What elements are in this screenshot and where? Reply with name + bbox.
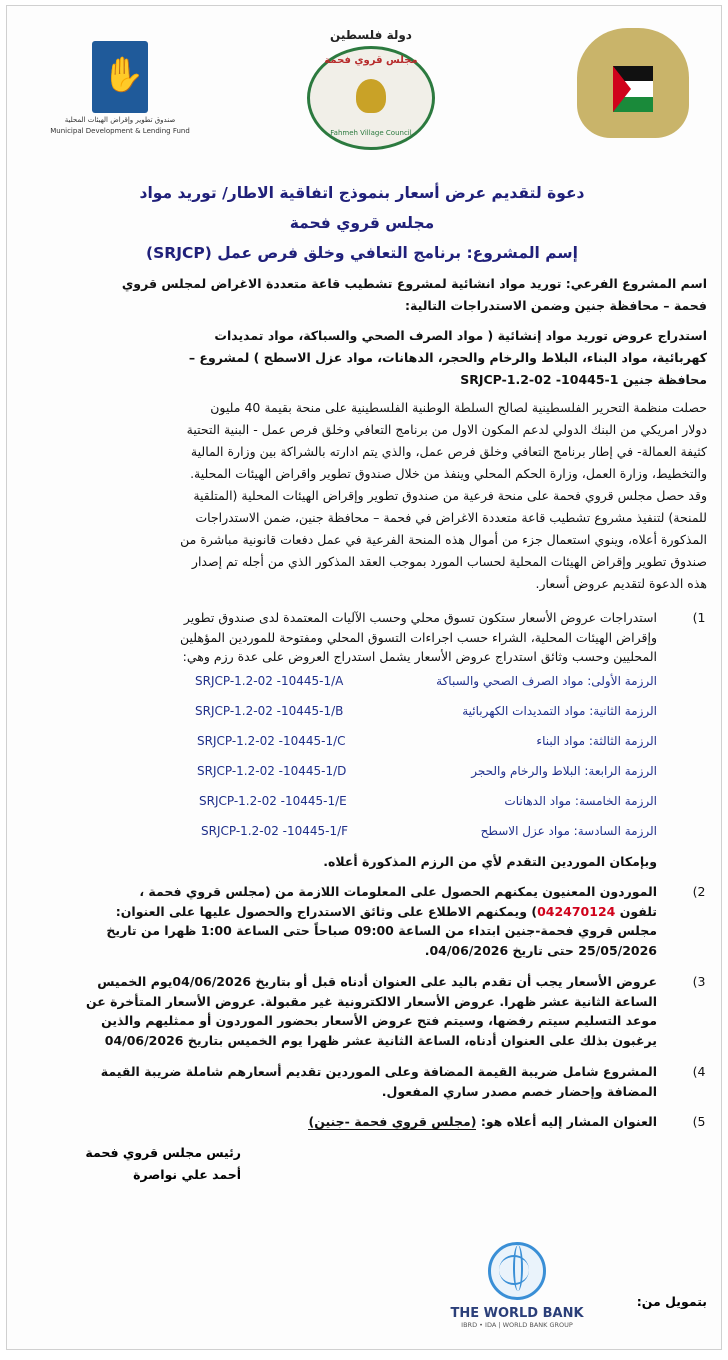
announcement-page	[6, 5, 722, 1350]
clause-number: 3)	[692, 974, 706, 989]
header-logos	[7, 6, 723, 156]
intro-line: حصلت منظمة التحرير الفلسطينية لصالح السلطة الوطنية الفلسطينية على منحة بقيمة 40 مليون	[210, 400, 707, 415]
intro-line: والتخطيط، وزارة العمل، وزارة الحكم المحلي وينفذ من خلال صندوق تطوير واقراض الهيئات المحلية.	[190, 466, 707, 481]
signature-block	[21, 1142, 241, 1186]
project-name: إسم المشروع: برنامج التعافي وخلق فرص عمل (SRJCP)	[146, 244, 578, 262]
bundle-name: الرزمة الأولى: مواد الصرف الصحي والسباكة	[436, 674, 657, 688]
bundle-name: الرزمة السادسة: مواد عزل الاسطح	[480, 824, 657, 838]
subproject-line-4: كهربائية، مواد البناء، البلاط والرخام والحجر، الدهانات، مواد عزل الاسطح ) لمشروع –	[188, 350, 707, 365]
title-line-1: دعوة لتقديم عرض أسعار بنموذج اتفاقية الاطار/ توريد مواد	[139, 184, 585, 202]
intro-line: وقد حصل مجلس قروي فحمة على منحة فرعية من صندوق تطوير وإقراض الهيئات المحلية (المتلقية	[193, 488, 707, 503]
world-bank-logo	[447, 1236, 587, 1346]
bundle-code: SRJCP-1.2-02 -10445-1/A	[195, 674, 344, 688]
world-bank-subtitle: IBRD • IDA | WORLD BANK GROUP	[461, 1321, 573, 1329]
clause-line: وإقراض الهيئات المحلية، الشراء حسب اجراءات التسوق المحلي ومفتوحة للموردين المؤهلين	[179, 629, 657, 645]
intro-line: للمنحة) لتنفيذ مشروع تشطيب قاعة متعددة الاغراض في فحمة – محافظة جنين، ضمن الاستدراجات	[195, 510, 707, 525]
seal-bottom-text: Fahmeh Village Council	[330, 129, 412, 137]
clause-line: عروض الأسعار يجب أن تقدم باليد على العنوان أدناه قبل أو بتاريخ 04/06/2026يوم الخميس	[97, 974, 657, 989]
globe-icon	[488, 1242, 546, 1300]
intro-line: صندوق تطوير وإقراض الهيئات المحلية لحساب المورد بموجب العقد المذكور الذي من أجله تم إصدار	[191, 554, 707, 569]
clause-2	[15, 882, 707, 960]
mdlf-caption-en: Municipal Development & Lending Fund	[50, 127, 190, 135]
bundle-name: الرزمة الثانية: مواد التمديدات الكهربائية	[462, 704, 657, 718]
clause-number: 1)	[692, 610, 706, 625]
subproject-line-1: اسم المشروع الفرعي: توريد مواد انشائية لمشروع تشطيب قاعة متعددة الاغراض لمجلس قروي	[121, 276, 707, 291]
intro-line: دولار امريكي من البنك الدولي لدعم المكون الاول من برنامج التعافي وخلق فرص عمل - البنية التحتية	[186, 422, 707, 437]
phone-label: تلفون	[615, 903, 657, 919]
bundle-code: SRJCP-1.2-02 -10445-1/E	[199, 794, 347, 808]
clause-line: الموردون المعنيون يمكنهم الحصول على المعلومات اللازمة من (مجلس قروي فحمة ،	[139, 884, 657, 899]
subproject-line-5: محافظة جنين SRJCP-1.2-02 -10445-1	[460, 372, 707, 387]
bundle-code: SRJCP-1.2-02 -10445-1/D	[197, 764, 347, 778]
clause-line: 25/05/2026 حتى تاريخ 04/06/2026.	[424, 942, 657, 958]
seal-top-text: مجلس قروي فحمة	[324, 55, 418, 66]
intro-line: كثيفة العمالة- في إطار برنامج التعافي وخلق فرص عمل، والذي يتم ادارته بالشراكة بين وزارة المالية	[190, 444, 707, 459]
bundle-code: SRJCP-1.2-02 -10445-1/B	[195, 704, 344, 718]
clause-number: 4)	[692, 1064, 706, 1079]
bundle-code: SRJCP-1.2-02 -10445-1/F	[201, 824, 349, 838]
phone-number: 042470124	[537, 903, 616, 919]
clause-line: استدراجات عروض الأسعار ستكون تسوق محلي وحسب الآليات المعتمدة لدى صندوق تطوير	[183, 610, 657, 625]
clause-line: المحليين وحسب وثائق استدراج عروض الأسعار يشمل استدراج العروض على عدة رزم وهي:	[182, 649, 657, 664]
world-bank-name: THE WORLD BANK	[450, 1306, 584, 1321]
suppliers-note: وبإمكان الموردين التقدم لأي من الرزم المذكورة أعلاه.	[323, 854, 657, 869]
signature-title: رئيس مجلس قروي فحمة	[85, 1145, 241, 1160]
clause-line	[15, 1112, 657, 1132]
village-council-logo	[305, 28, 437, 150]
clause-text: ) ويمكنهم الاطلاع على وثائق الاستدراج والحصول عليها على العنوان:	[115, 903, 538, 919]
bundle-name: الرزمة الثالثة: مواد البناء	[536, 734, 657, 748]
title-line-2: مجلس قروي فحمة	[289, 214, 435, 232]
clause-line: المشروع شامل ضريبة القيمة المضافة وعلى الموردين تقديم أسعارهم شاملة ضريبة القيمة	[100, 1064, 657, 1079]
clause-number: 2)	[692, 884, 706, 899]
address-value: (مجلس قروي فحمة -جنين)	[308, 1114, 477, 1129]
clause-3	[15, 972, 707, 1050]
council-seal-icon	[307, 46, 435, 150]
bundle-name: الرزمة الخامسة: مواد الدهانات	[504, 794, 657, 808]
clause-1	[15, 608, 707, 667]
subproject-line-2: فحمة – محافظة جنين وضمن الاستدراجات التالية:	[405, 298, 707, 313]
bundle-code: SRJCP-1.2-02 -10445-1/C	[197, 734, 346, 748]
funding-label: بتمويل من:	[636, 1294, 707, 1309]
clause-line	[15, 902, 657, 922]
mdlf-logo-mark-icon: ✋	[92, 41, 148, 113]
clause-line: مجلس قروي فحمة-جنين ابتداء من الساعة 09:00 صباحاً حتى الساعة 1:00 ظهرا من تاريخ	[106, 923, 657, 938]
signature-name: أحمد علي نواصرة	[133, 1167, 241, 1182]
address-label: العنوان المشار إليه أعلاه هو:	[476, 1114, 657, 1129]
clause-line: الساعة الثانية عشر ظهرا. عروض الأسعار الالكترونية غير مقبولة. عروض الأسعار المتأخرة عن	[85, 993, 657, 1009]
clause-4	[15, 1062, 707, 1101]
mdlf-caption-ar: صندوق تطوير وإقراض الهيئات المحلية	[64, 116, 176, 124]
clause-line: موعد التسليم سيتم رفضها، وسيتم فتح عروض الأسعار بحضور الموردون أو ممثليهم والذين	[101, 1013, 657, 1028]
intro-line: المذكورة أعلاه، وينوي استعمال جزء من أموال هذه المنحة الفرعية في عمل دفعات قانونية مباشرة من	[180, 532, 707, 547]
clause-number: 5)	[692, 1114, 706, 1129]
intro-line: هذه الدعوة لتقديم عروض أسعار.	[535, 576, 707, 591]
palestine-emblem-icon	[577, 28, 689, 146]
seal-emblem-icon	[356, 79, 386, 113]
subproject-line-3: استدراج عروض توريد مواد إنشائية ( مواد الصرف الصحي والسباكة، مواد تمديدات	[214, 328, 707, 343]
bundle-name: الرزمة الرابعة: البلاط والرخام والحجر	[471, 764, 657, 778]
state-label: دولة فلسطين	[330, 28, 412, 42]
clause-line: المضافة وإحضار خصم مصدر ساري المفعول.	[381, 1083, 657, 1099]
mdlf-logo	[35, 41, 205, 151]
clause-line: يرغبون بذلك على العنوان أدناه، الساعة الثانية عشر ظهرا يوم الخميس بتاريخ 04/06/2026	[104, 1032, 657, 1048]
clause-5	[15, 1112, 707, 1132]
